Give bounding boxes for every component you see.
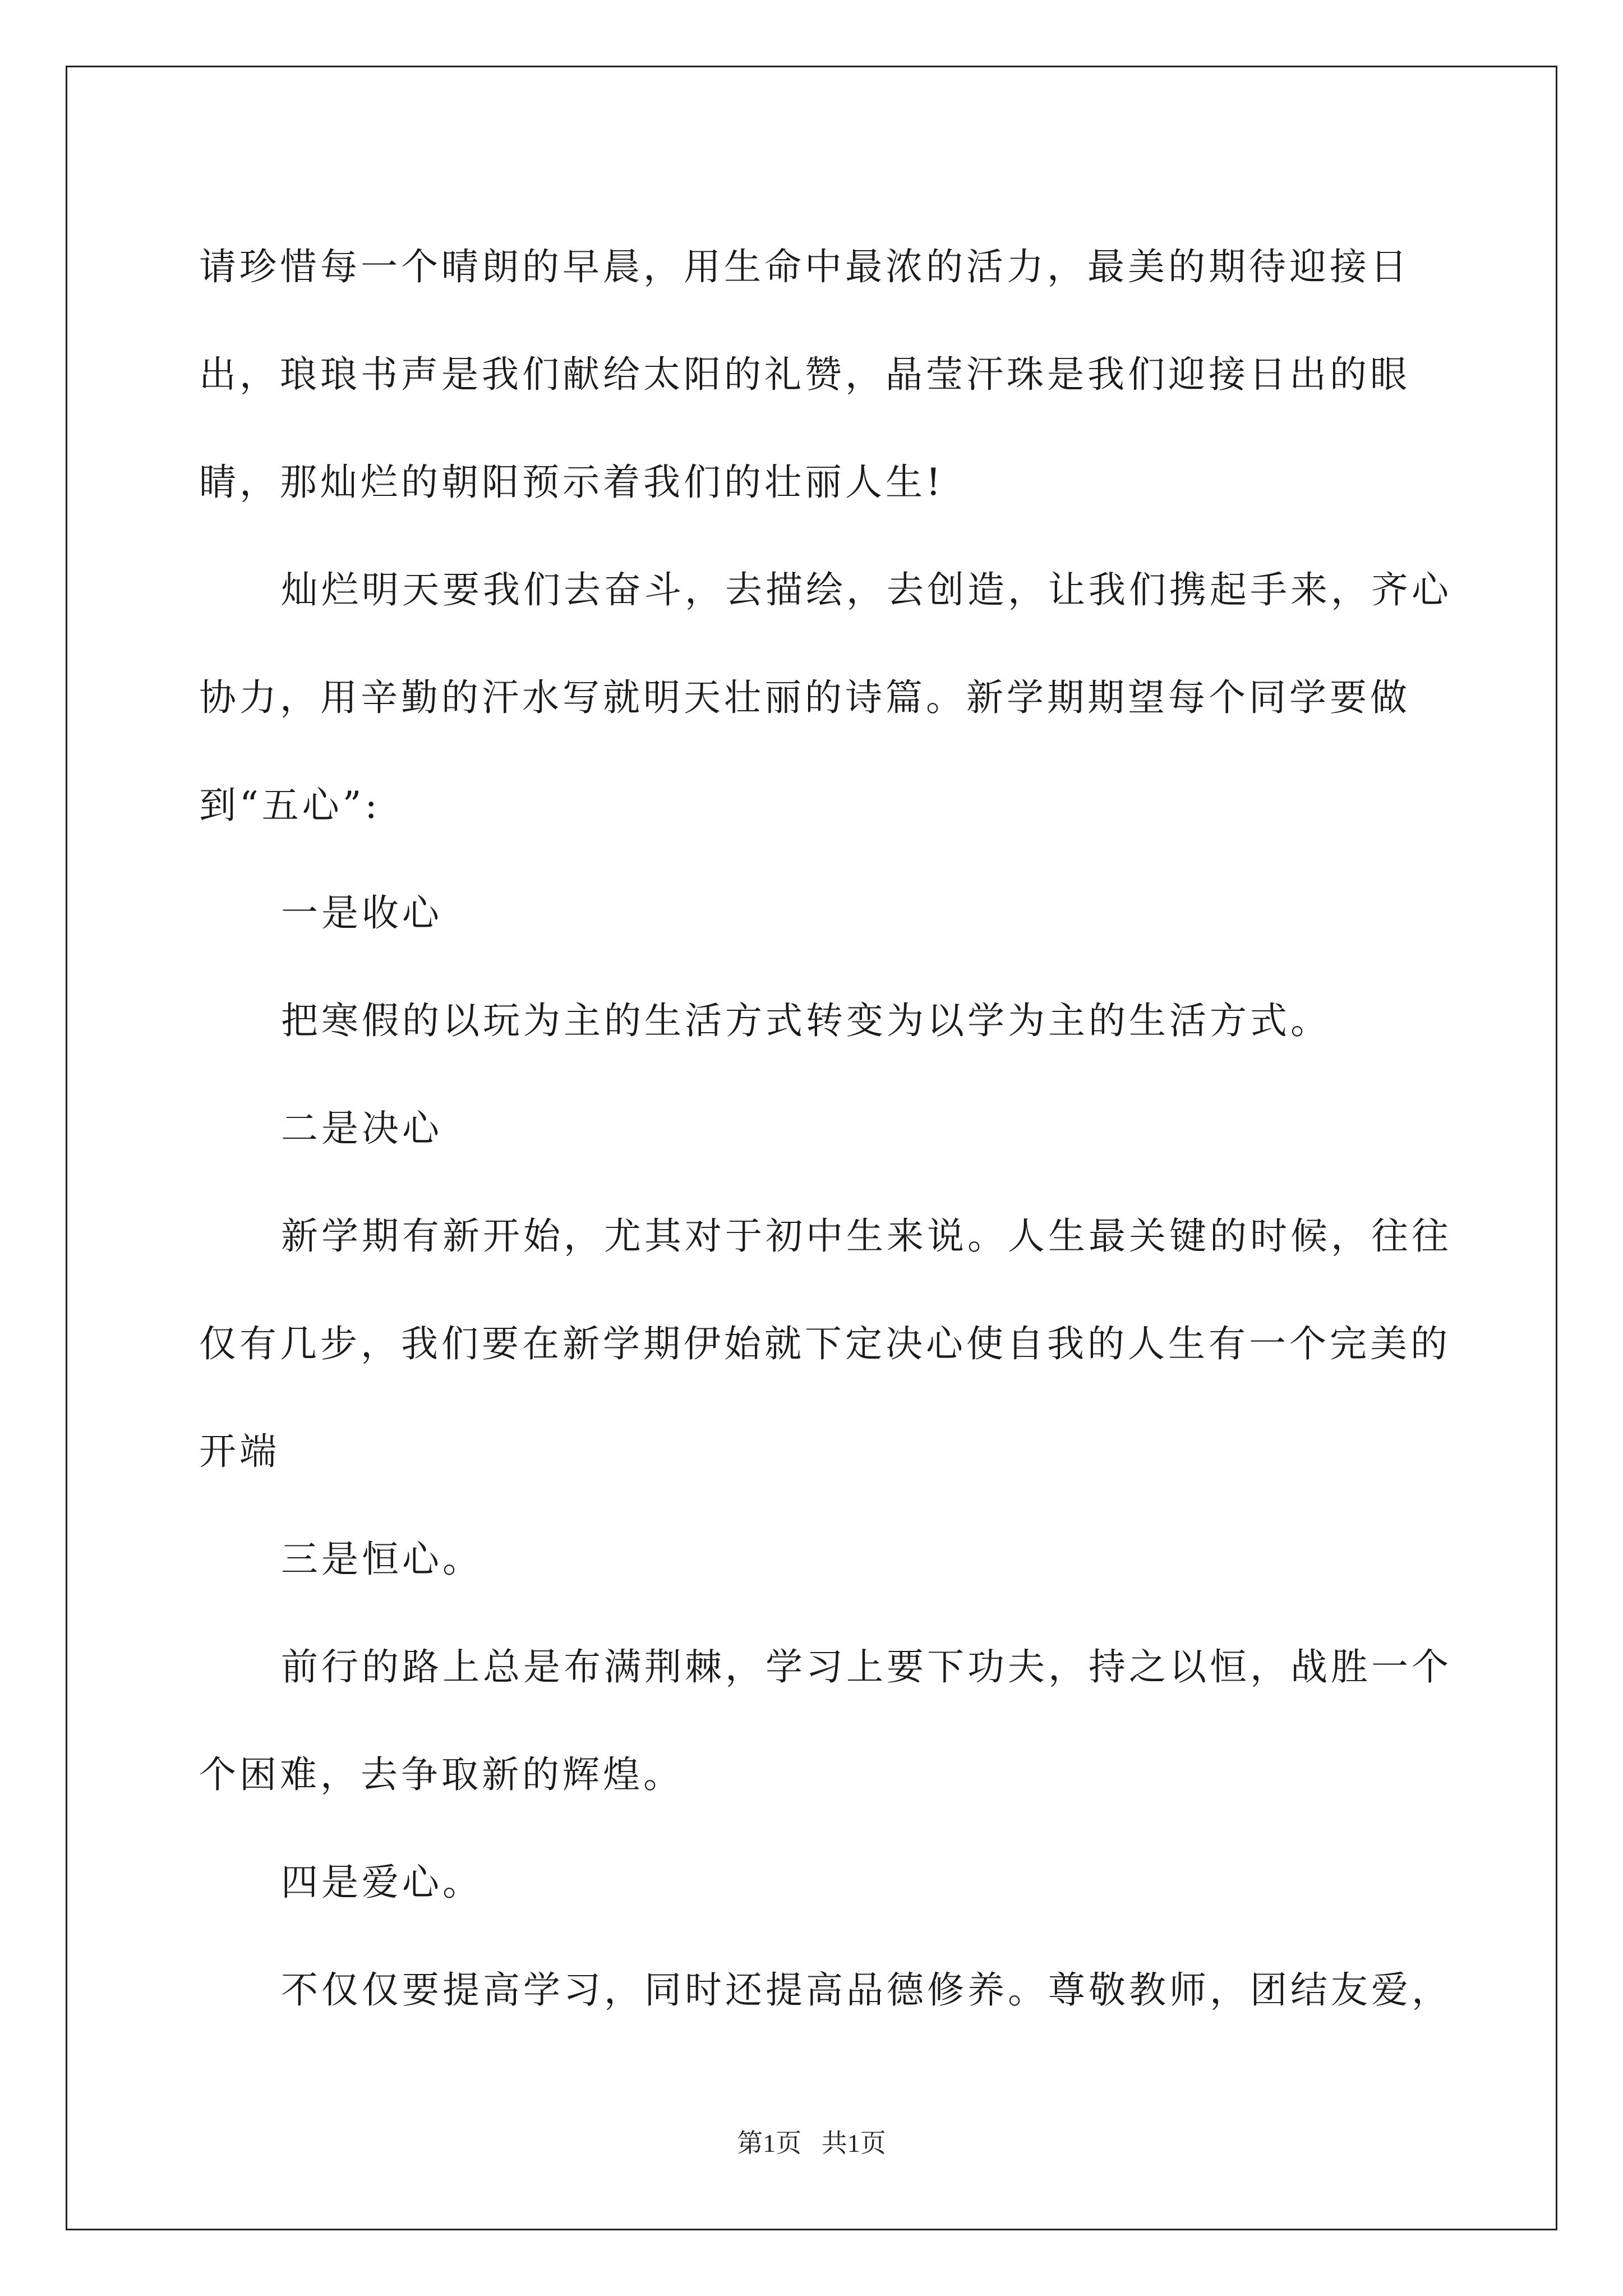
heading-shouxin: 一是收心 (281, 891, 442, 935)
page-number-total: 共1页 (821, 2129, 886, 2157)
page-number-current: 第1页 (737, 2129, 802, 2157)
paragraph-1: 请珍惜每一个晴朗的早晨，用生命中最浓的活力，最美的期待迎接日出，琅琅书声是我们献给太阳的礼赞，晶莹汗珠是我们迎接日出的眼睛，那灿烂的朝阳预示着我们的壮丽人生! (199, 245, 1410, 504)
paragraph-juexin: 新学期有新开始，尤其对于初中生来说。人生最关键的时候，往往仅有几步，我们要在新学期伊始就下定决心使自我的人生有一个完美的开端 (199, 1214, 1452, 1473)
paragraph-hengxin: 前行的路上总是布满荆棘，学习上要下功夫，持之以恒，战胜一个个困难，去争取新的辉煌。 (199, 1645, 1452, 1796)
page-footer (0, 2123, 1623, 2160)
heading-juexin: 二是决心 (281, 1107, 442, 1150)
paragraph-aixin: 不仅仅要提高学习，同时还提高品德修养。尊敬教师，团结友爱， (281, 1968, 1452, 2012)
document-body (199, 213, 1467, 2044)
paragraph-shouxin: 把寒假的以玩为主的生活方式转变为以学为主的生活方式。 (281, 999, 1331, 1042)
heading-aixin: 四是爱心。 (281, 1861, 483, 1904)
paragraph-2: 灿烂明天要我们去奋斗，去描绘，去创造，让我们携起手来，齐心协力，用辛勤的汗水写就明天壮丽的诗篇。新学期期望每个同学要做到“五心”: (199, 568, 1452, 827)
heading-hengxin: 三是恒心。 (281, 1538, 483, 1581)
